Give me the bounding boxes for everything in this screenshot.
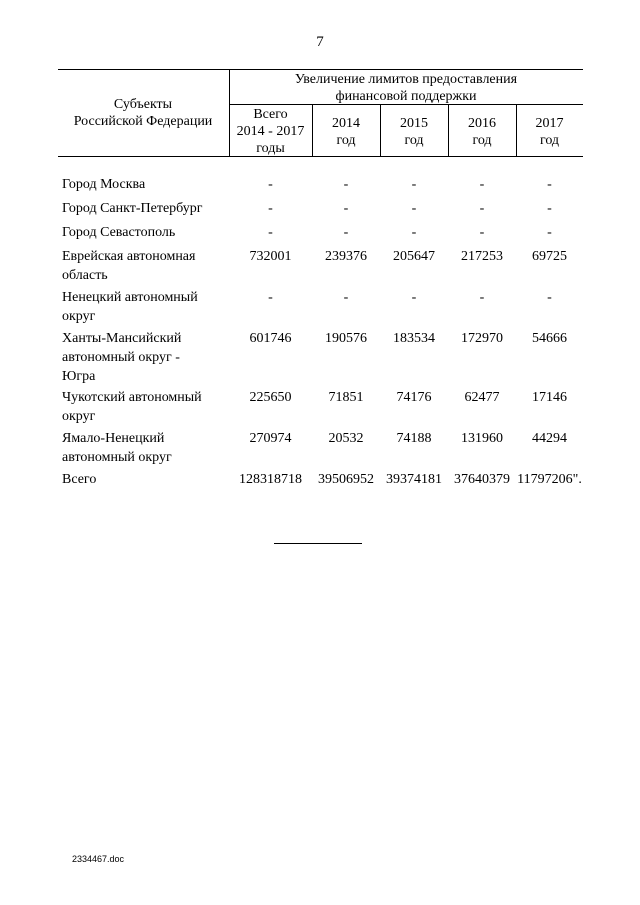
- table-row-name: Ненецкий автономный округ: [62, 290, 198, 324]
- table-cell: 39506952: [318, 472, 374, 487]
- table-row-name: Всего: [62, 472, 97, 487]
- table-cell: -: [547, 290, 552, 305]
- table-cell: 128318718: [239, 472, 302, 487]
- table-cell: -: [411, 201, 417, 216]
- end-of-document-line: [274, 543, 362, 544]
- table-cell: 225650: [249, 390, 292, 405]
- table-cell: -: [547, 177, 552, 192]
- table-cell: 54666: [532, 331, 567, 346]
- table-cell: 62477: [464, 390, 500, 405]
- table-cell: 37640379: [454, 472, 510, 487]
- column-header-2015: 2015 год: [400, 116, 428, 148]
- subject-column-header: Субъекты Российской Федерации: [73, 97, 213, 129]
- column-header-total: Всего 2014 - 2017 годы: [236, 107, 305, 156]
- table-cell: -: [343, 177, 349, 192]
- group-column-header: Увеличение лимитов предоставления финансовой поддержки: [294, 72, 518, 104]
- table-cell: -: [343, 290, 349, 305]
- table-cell: 217253: [461, 249, 503, 264]
- table-cell: 601746: [249, 331, 292, 346]
- table-cell: -: [479, 225, 485, 240]
- document-filename: 2334467.doc: [72, 854, 125, 864]
- table-row-name: Ямало-Ненецкий автономный округ: [62, 431, 172, 465]
- column-header-2016: 2016 год: [468, 116, 496, 148]
- table-cell: 71851: [328, 390, 364, 405]
- table-row-name: Чукотский автономный округ: [62, 390, 202, 424]
- table-cell: -: [268, 201, 273, 216]
- column-header-2017: 2017 год: [535, 116, 564, 148]
- table-row-name: Город Севастополь: [62, 225, 176, 240]
- table-cell: 190576: [325, 331, 367, 346]
- table-cell: -: [343, 225, 349, 240]
- table-cell: 131960: [461, 431, 503, 446]
- table-cell: 183534: [393, 331, 435, 346]
- table-row-name: Город Москва: [62, 177, 146, 192]
- table-cell: -: [411, 177, 417, 192]
- table-cell: 44294: [532, 431, 567, 446]
- table-row-name: Еврейская автономная область: [62, 249, 196, 283]
- table-cell: 172970: [461, 331, 503, 346]
- table-cell: 239376: [325, 249, 367, 264]
- table-cell: 20532: [328, 431, 364, 446]
- table-cell: 270974: [249, 431, 292, 446]
- table-row-name: Ханты-Мансийский автономный округ - Югра: [62, 331, 182, 384]
- table-cell: -: [547, 225, 552, 240]
- header-bottom-rule: [58, 156, 583, 157]
- table-cell: -: [343, 201, 349, 216]
- table-cell: 205647: [393, 249, 435, 264]
- table-cell: -: [479, 290, 485, 305]
- table-cell: 11797206".: [517, 472, 582, 487]
- table-cell: -: [411, 225, 417, 240]
- table-cell: 17146: [532, 390, 567, 405]
- page-number: 7: [316, 34, 324, 50]
- table-cell: -: [479, 177, 485, 192]
- table-cell: -: [268, 177, 273, 192]
- table-cell: -: [268, 290, 273, 305]
- table-cell: -: [479, 201, 485, 216]
- table-cell: -: [268, 225, 273, 240]
- table-cell: 69725: [532, 249, 567, 264]
- table-cell: -: [547, 201, 552, 216]
- table-cell: 74176: [396, 390, 432, 405]
- table-cell: 39374181: [386, 472, 442, 487]
- column-header-2014: 2014 год: [332, 116, 360, 148]
- table-cell: -: [411, 290, 417, 305]
- table-cell: 74188: [396, 431, 432, 446]
- table-row-name: Город Санкт-Петербург: [62, 201, 203, 216]
- table-top-rule: [58, 69, 583, 70]
- table-cell: 732001: [249, 249, 292, 264]
